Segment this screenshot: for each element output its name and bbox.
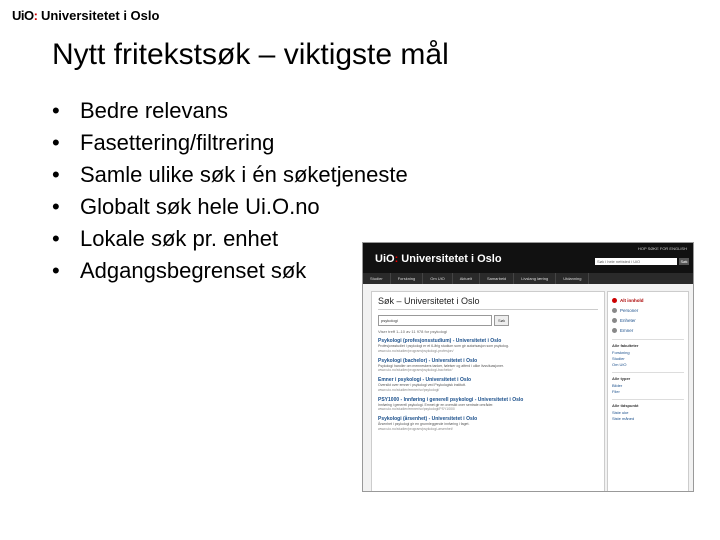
search-result-snippet: Oversikt over emner i psykologi ved Psykologisk institutt. — [378, 383, 466, 387]
facet-list — [612, 298, 684, 333]
facet-label: Emner — [620, 328, 634, 333]
search-result-snippet: Psykologi handler om menneskers tanker, følelser og atferd i ulike livssituasjoner. — [378, 363, 504, 368]
bullet-list — [52, 95, 408, 287]
screenshot-nav-item[interactable]: Livslang læring — [514, 273, 556, 284]
search-result-url: www.uio.no/studier/program/psykologi-bachelor/ — [378, 368, 453, 372]
screenshot-search-button[interactable]: Søk — [494, 315, 509, 326]
search-result — [378, 377, 598, 392]
bullet-item: • Globalt søk hele Ui.O.no — [52, 191, 408, 223]
facet-units[interactable] — [612, 318, 684, 323]
search-result — [378, 397, 598, 412]
facet-persons[interactable] — [612, 308, 684, 313]
search-result — [378, 338, 598, 353]
screenshot-search-box — [378, 315, 598, 326]
facet-group-head: Alle tidspunkt — [612, 403, 639, 408]
uio-logo — [12, 8, 159, 23]
facet-group — [612, 339, 684, 368]
facet-group-item[interactable]: Siste måned — [612, 416, 635, 421]
facet-label: Alt innhold — [620, 298, 644, 303]
screenshot-brand — [375, 253, 502, 265]
screenshot-nav-item[interactable]: Forskning — [391, 273, 424, 284]
search-result-snippet: Årsenhet i psykologi gir en grunnleggende innføring i faget. — [378, 422, 470, 426]
bullet-item: • Fasettering/filtrering — [52, 127, 408, 159]
screenshot-nav — [363, 273, 693, 284]
facet-group-item[interactable]: Siste uke — [612, 410, 629, 415]
search-result-title[interactable]: PSY1000 - Innføring i generell psykologi - Universitetet i Oslo — [378, 396, 524, 403]
screenshot-top-links[interactable]: HOP SØKE FOR ENGLISH — [637, 246, 687, 251]
screenshot-nav-item[interactable]: Utdanning — [556, 273, 589, 284]
facet-dot-icon — [612, 328, 617, 333]
screenshot-header — [363, 243, 693, 273]
search-result-title[interactable]: Emner i psykologi - Universitetet i Oslo — [378, 377, 472, 383]
search-result-title[interactable]: Psykologi (bachelor) - Universitetet i Oslo — [378, 357, 478, 364]
screenshot-nav-item[interactable]: Samarbeid — [480, 273, 514, 284]
screenshot-brand-uio: UiO — [375, 253, 395, 265]
facet-group-head: Alle typer — [612, 376, 631, 381]
screenshot-page-title: Søk – Universitetet i Oslo — [378, 296, 598, 310]
search-result-url: www.uio.no/studier/program/psykologi-profesjon/ — [378, 348, 454, 353]
facet-dot-icon — [612, 308, 617, 313]
facet-label: Enheter — [620, 318, 636, 323]
bullet-item: • Adgangsbegrenset søk — [52, 255, 408, 287]
bullet-item: • Bedre relevans — [52, 95, 408, 127]
facet-group-item[interactable]: Bilder — [612, 383, 623, 388]
facet-dot-icon — [612, 318, 617, 323]
facet-dot-icon — [612, 298, 617, 303]
screenshot-result-count: Viser treff 1–10 av 11 978 for psykologi — [378, 329, 447, 334]
facet-all-content[interactable] — [612, 298, 684, 303]
facet-group — [612, 399, 684, 422]
search-result-snippet: Innføring i generell psykologi. Emnet gir en oversikt over sentrale områder. — [378, 402, 494, 407]
search-result-url: www.uio.no/studier/emner/sv/psykologi/ — [378, 387, 440, 392]
bullet-item: • Samle ulike søk i én søketjeneste — [52, 159, 408, 191]
logo-colon-icon: : — [33, 8, 38, 23]
search-result-title[interactable]: Psykologi (årsenhet) - Universitetet i Oslo — [378, 416, 478, 422]
search-result-url: www.uio.no/studier/program/psykologi-arsenhet/ — [378, 426, 453, 431]
search-result-title[interactable]: Psykologi (profesjonsstudium) - Universitetet i Oslo — [378, 338, 502, 344]
search-result — [378, 416, 598, 431]
search-result-url: www.uio.no/studier/emner/sv/psykologi/PSY1000/ — [378, 407, 456, 411]
logo-name: Universitetet i Oslo — [40, 8, 160, 23]
screenshot-colon-icon: : — [394, 253, 399, 265]
screenshot-global-search-button[interactable]: Søk — [680, 259, 688, 264]
screenshot-nav-item[interactable]: Aktuelt — [453, 273, 480, 284]
facet-courses[interactable] — [612, 328, 684, 333]
slide-title: Nytt fritekstsøk – viktigste mål — [52, 38, 449, 71]
screenshot-brand-name: Universitetet i Oslo — [401, 253, 502, 265]
screenshot-search-input[interactable]: psykologi — [378, 315, 492, 326]
facet-group-head: Alle fakulteter — [612, 343, 639, 348]
search-page-screenshot — [362, 242, 694, 492]
screenshot-global-search-input[interactable]: Søk i hele nettsted i UiO — [595, 258, 677, 265]
facet-group-item[interactable]: Filer — [612, 389, 620, 394]
facet-group-item[interactable]: Om UiO — [612, 362, 627, 367]
search-result-snippet: Profesjonsstudiet i psykologi er et 6-årig studium som gir autorisasjon som psykolog. — [378, 344, 509, 348]
screenshot-results-panel — [371, 291, 605, 492]
bullet-item: • Lokale søk pr. enhet — [52, 223, 408, 255]
screenshot-nav-item[interactable]: Om UiO — [423, 273, 452, 284]
screenshot-nav-item[interactable]: Studier — [363, 273, 391, 284]
screenshot-facet-sidebar — [607, 291, 689, 492]
facet-group-item[interactable]: Studier — [612, 356, 625, 361]
search-result — [378, 358, 598, 373]
facet-group — [612, 372, 684, 395]
facet-group-item[interactable]: Forskning — [612, 350, 630, 355]
logo-uio: UiO — [12, 8, 34, 23]
facet-label: Personer — [620, 308, 639, 313]
